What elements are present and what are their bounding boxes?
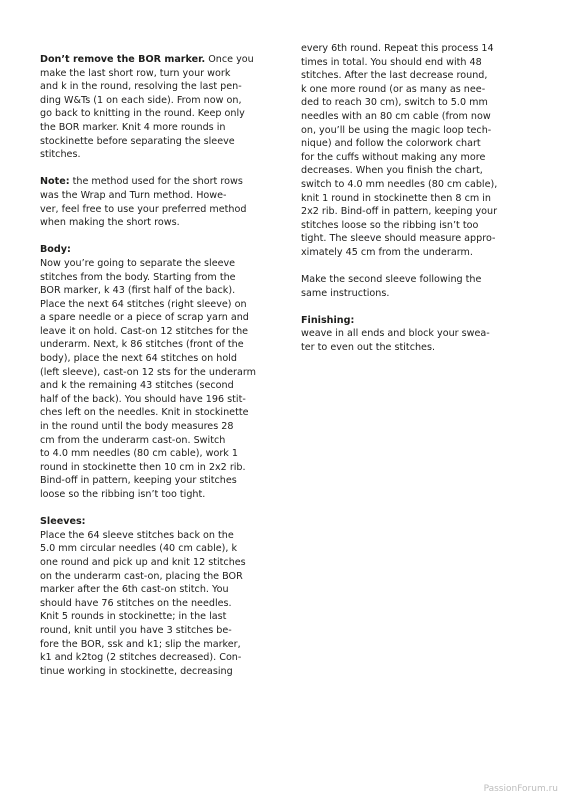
paragraph-line: switch to 4.0 mm needles (80 cm cable), xyxy=(301,178,498,190)
paragraph-line: go back to knitting in the round. Keep only xyxy=(40,108,245,120)
paragraph-line: fore the BOR, ssk and k1; slip the marker, xyxy=(40,638,241,650)
bor-marker-lead: Don’t remove the BOR marker. xyxy=(40,54,206,65)
paragraph-line: ded to reach 30 cm), switch to 5.0 mm xyxy=(301,97,488,109)
paragraph-line: body), place the next 64 stitches on hold xyxy=(40,353,237,365)
paragraph-line: Place the next 64 stitches (right sleeve) on xyxy=(40,298,247,310)
note-lead: Note: xyxy=(40,176,70,188)
paragraph-line: round in stockinette then 10 cm in 2x2 rib. xyxy=(40,461,246,473)
paragraph-line: on the underarm cast-on, placing the BOR xyxy=(40,570,243,582)
paragraph-line: knit 1 round in stockinette then 8 cm in xyxy=(301,192,491,204)
paragraph-line: one round and pick up and knit 12 stitches xyxy=(40,556,246,568)
paragraph-line: needles with an 80 cm cable (from now xyxy=(301,110,491,122)
sleeves-heading: Sleeves: xyxy=(40,516,86,528)
paragraph-line: weave in all ends and block your swea- xyxy=(301,328,490,340)
paragraph-line: tinue working in stockinette, decreasing xyxy=(40,665,233,677)
paragraph-line: leave it on hold. Cast-on 12 stitches for the xyxy=(40,325,249,337)
paragraph-line: underarm. Next, k 86 stitches (front of the xyxy=(40,339,244,351)
paragraph-line: ter to even out the stitches. xyxy=(301,342,435,354)
paragraph-line: nique) and follow the colorwork chart xyxy=(301,138,481,150)
paragraph-line: ding W&Ts (1 on each side). From now on, xyxy=(40,94,242,106)
paragraph-line: 5.0 mm circular needles (40 cm cable), k xyxy=(40,543,238,555)
paragraph-line: and k in the round, resolving the last pen- xyxy=(40,81,242,93)
finishing-heading: Finishing: xyxy=(301,314,355,326)
paragraph-line: make the last short row, turn your work xyxy=(40,67,231,79)
watermark: PassionForum.ru xyxy=(483,784,558,794)
note-paragraph xyxy=(40,175,285,229)
paragraph-line: stitches loose so the ribbing isn’t too xyxy=(301,219,479,231)
paragraph-line: stitches from the body. Starting from the xyxy=(40,271,236,283)
finishing-section xyxy=(301,314,546,355)
paragraph-line: in the round until the body measures 28 xyxy=(40,421,234,433)
paragraph-line: Bind-off in pattern, keeping your stitches xyxy=(40,475,237,487)
left-column xyxy=(40,53,285,678)
paragraph-line: stitches. xyxy=(40,149,81,161)
right-column xyxy=(301,42,546,355)
second-sleeve-paragraph xyxy=(301,273,546,300)
paragraph-line: 2x2 rib. Bind-off in pattern, keeping your xyxy=(301,206,498,218)
bor-marker-paragraph xyxy=(40,53,285,162)
paragraph-line: Make the second sleeve following the xyxy=(301,274,482,286)
paragraph-line: ximately 45 cm from the underarm. xyxy=(301,246,473,258)
paragraph-line: and k the remaining 43 stitches (second xyxy=(40,380,234,392)
paragraph-line: the BOR marker. Knit 4 more rounds in xyxy=(40,121,226,133)
paragraph-line: to 4.0 mm needles (80 cm cable), work 1 xyxy=(40,448,239,460)
paragraph-line: every 6th round. Repeat this process 14 xyxy=(301,43,494,54)
paragraph-line: Place the 64 sleeve stitches back on the xyxy=(40,529,234,541)
paragraph-line: same instructions. xyxy=(301,287,390,299)
paragraph-line: on, you’ll be using the magic loop tech- xyxy=(301,124,492,136)
paragraph-line: half of the back). You should have 196 stit- xyxy=(40,393,246,405)
paragraph-line: Now you’re going to separate the sleeve xyxy=(40,257,236,269)
paragraph-line: decreases. When you finish the chart, xyxy=(301,165,483,177)
paragraph-line: BOR marker, k 43 (first half of the back). xyxy=(40,285,236,297)
body-section xyxy=(40,243,285,501)
paragraph-line: was the Wrap and Turn method. Howe- xyxy=(40,189,227,201)
paragraph-line: should have 76 stitches on the needles. xyxy=(40,597,232,609)
paragraph-line: loose so the ribbing isn’t too tight. xyxy=(40,489,206,500)
paragraph-line: Don’t remove the BOR marker. Once you xyxy=(40,54,254,65)
body-heading: Body: xyxy=(40,244,71,256)
paragraph-line: stockinette before separating the sleeve xyxy=(40,135,235,147)
paragraph-line: (left sleeve), cast-on 12 sts for the underarm xyxy=(40,366,256,378)
paragraph-line: tight. The sleeve should measure appro- xyxy=(301,233,496,245)
paragraph-line: a spare needle or a piece of scrap yarn and xyxy=(40,312,249,324)
paragraph-line: for the cuffs without making any more xyxy=(301,151,486,163)
paragraph-line: round, knit until you have 3 stitches be- xyxy=(40,624,232,636)
paragraph-line: cm from the underarm cast-on. Switch xyxy=(40,434,226,446)
paragraph-line: Knit 5 rounds in stockinette; in the last xyxy=(40,611,227,623)
sleeves-continued-paragraph xyxy=(301,42,546,260)
paragraph-line: when making the short rows. xyxy=(40,217,180,229)
paragraph-line: ches left on the needles. Knit in stockinette xyxy=(40,407,249,419)
paragraph-line: Note: the method used for the short rows xyxy=(40,176,243,188)
sleeves-section xyxy=(40,515,285,678)
paragraph-line: k one more round (or as many as nee- xyxy=(301,83,486,95)
paragraph-line: stitches. After the last decrease round, xyxy=(301,70,488,82)
paragraph-line: times in total. You should end with 48 xyxy=(301,56,482,68)
paragraph-line: k1 and k2tog (2 stitches decreased). Con- xyxy=(40,652,242,664)
paragraph-line: marker after the 6th cast-on stitch. You xyxy=(40,584,229,596)
paragraph-line: ver, feel free to use your preferred method xyxy=(40,203,247,215)
